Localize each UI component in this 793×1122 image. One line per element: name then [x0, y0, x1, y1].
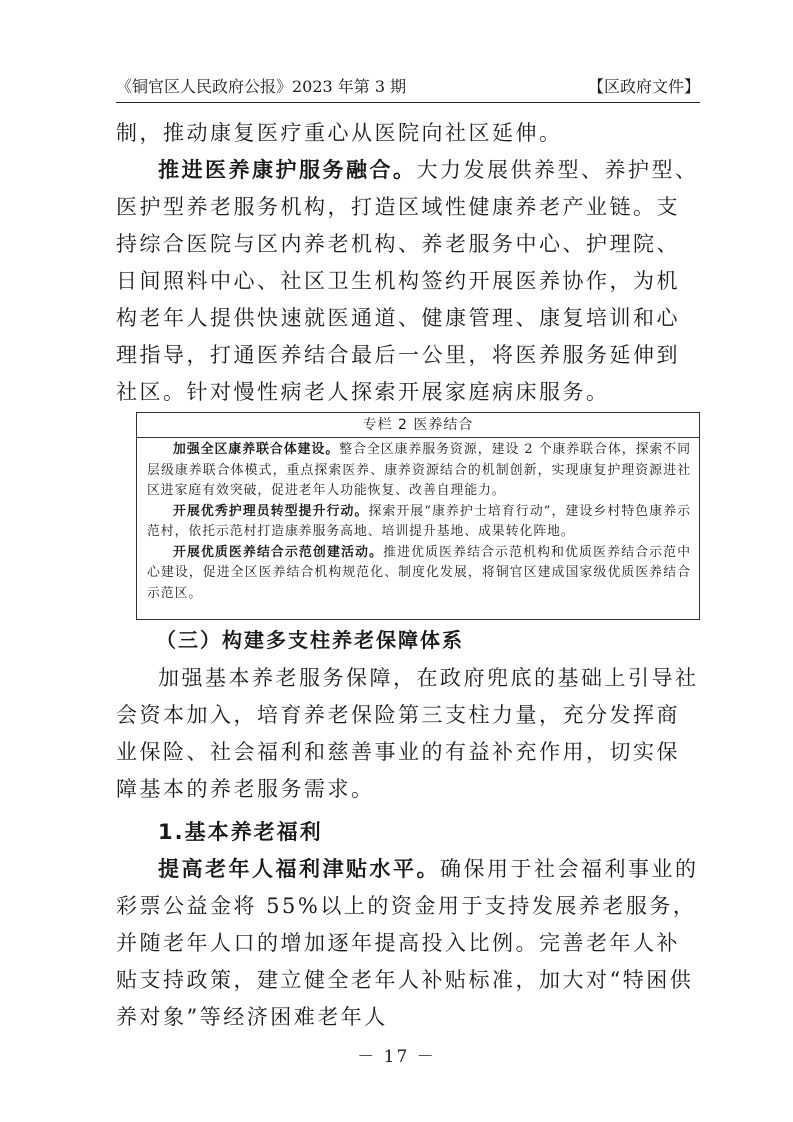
paragraph-lead: 提高老年人福利津贴水平。 [158, 857, 440, 881]
section-heading-text: （三）构建多支柱养老保障体系 [156, 628, 464, 652]
box-item [147, 440, 691, 502]
box-item-body: 推进优质医养结合示范机构和优质医养结合示范中心建设，促进全区医养结合机构规范化、制度化发展，将铜官区建成国家级优质医养结合示范区。 [147, 544, 692, 601]
paragraph-welfare-allowance [116, 851, 700, 1036]
paragraph-section-intro: 加强基本养老服务保障，在政府兜底的基础上引导社会资本加入，培育养老保险第三支柱力量，充分发挥商业保险、社会福利和慈善事业的有益补充作用，切实保障基本的养老服务需求。 [116, 666, 699, 801]
page-number: － 17 － [357, 1047, 436, 1067]
subsection-heading: 1.基本养老福利 [158, 820, 323, 844]
box-item-body: 整合全区康养服务资源，建设 2 个康养联合体，探索不同层级康养联合体模式，重点探索医养、康养资源结合的机制创新，实现康复护理资源进社区进家庭有效突破，促进老年人功能恢复、改善自理能力。 [147, 442, 692, 498]
header-section-label: 【区政府文件】 [587, 77, 700, 96]
box-item-lead: 开展优秀护理员转型提升行动。 [173, 503, 369, 519]
box-item [147, 502, 691, 543]
sidebar-column-box [136, 412, 700, 620]
paragraph-body: 大力发展供养型、养护型、医护型养老服务机构，打造区域性健康养老产业链。支持综合医院与区内养老机构、养老服务中心、护理院、日间照料中心、社区卫生机构签约开展医养协作，为机构老年人提供快速就医通道、健康管理、康复培训和心理指导，打通医养结合最后一公里，将医养服务延伸到社区。针对慢性病老人探索开展家庭病床服务。 [116, 158, 699, 404]
box-item-lead: 加强全区康养联合体建设。 [173, 442, 340, 457]
box-item-body: 探索开展“康养护士培育行动”，建设乡村特色康养示范村，依托示范村打造康养服务高地、培训提升基地、成果转化阵地。 [147, 503, 691, 539]
paragraph-body: 确保用于社会福利事业的彩票公益金将 55%以上的资金用于支持发展养老服务，并随老年人口的增加逐年提高投入比例。完善老年人补贴支持政策，建立健全老年人补贴标准，加大对“特困供养对象”等经济困难老年人 [116, 857, 699, 1029]
paragraph-continuation: 制，推动康复医疗重心从医院向社区延伸。 [116, 121, 563, 145]
box-title: 专栏 2 医养结合 [137, 413, 699, 438]
header-publication-title: 《铜官区人民政府公报》2023 年第 3 期 [116, 77, 407, 96]
running-header [116, 74, 700, 100]
section-heading [116, 622, 700, 659]
paragraph-medical-care-integration [116, 152, 700, 411]
paragraph-lead: 推进医养康护服务融合。 [158, 158, 417, 182]
box-item-lead: 开展优质医养结合示范创建活动。 [173, 544, 384, 560]
header-divider [116, 102, 700, 103]
box-body [137, 438, 699, 604]
box-item [147, 543, 691, 605]
